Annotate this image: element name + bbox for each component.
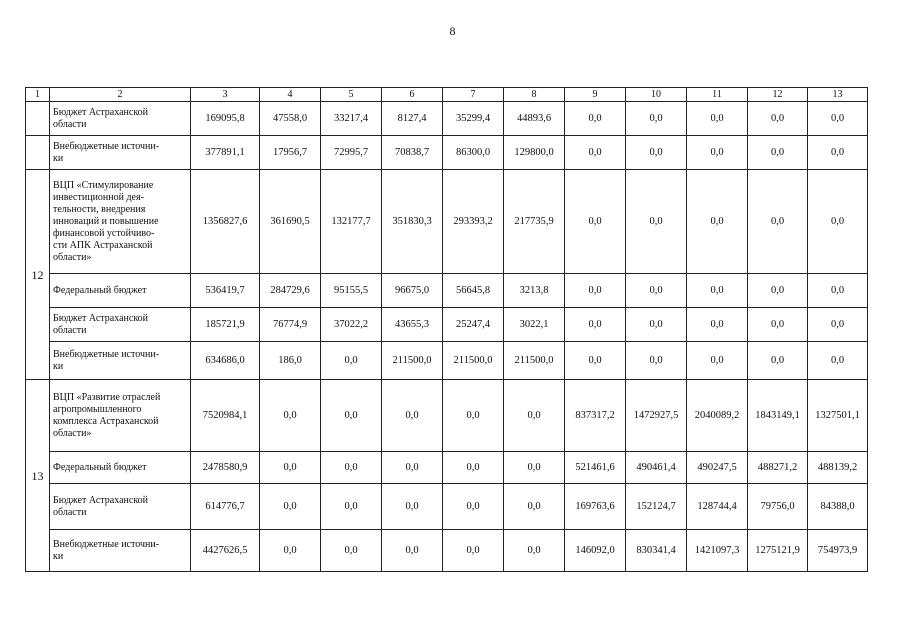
value-cell: 0,0 <box>626 342 687 380</box>
value-cell: 0,0 <box>808 274 868 308</box>
value-cell: 0,0 <box>443 530 504 572</box>
value-cell: 86300,0 <box>443 136 504 170</box>
table-row <box>26 530 868 572</box>
column-header: 8 <box>504 88 565 102</box>
table-row <box>26 170 868 274</box>
value-cell: 0,0 <box>565 342 626 380</box>
budget-table <box>25 87 868 572</box>
table-row <box>26 342 868 380</box>
column-header: 13 <box>808 88 868 102</box>
value-cell: 0,0 <box>382 484 443 530</box>
value-cell: 0,0 <box>443 380 504 452</box>
value-cell: 1421097,3 <box>687 530 748 572</box>
value-cell: 3022,1 <box>504 308 565 342</box>
value-cell: 0,0 <box>748 136 808 170</box>
value-cell: 7520984,1 <box>191 380 260 452</box>
table-row <box>26 380 868 452</box>
value-cell: 0,0 <box>504 380 565 452</box>
row-label: Внебюджетные источни- ки <box>50 530 191 572</box>
value-cell: 217735,9 <box>504 170 565 274</box>
value-cell: 0,0 <box>260 452 321 484</box>
value-cell: 129800,0 <box>504 136 565 170</box>
value-cell: 211500,0 <box>504 342 565 380</box>
value-cell: 0,0 <box>260 484 321 530</box>
column-header: 2 <box>50 88 191 102</box>
value-cell: 0,0 <box>626 170 687 274</box>
value-cell: 0,0 <box>565 136 626 170</box>
value-cell: 186,0 <box>260 342 321 380</box>
value-cell: 0,0 <box>321 484 382 530</box>
value-cell: 0,0 <box>260 380 321 452</box>
value-cell: 490461,4 <box>626 452 687 484</box>
value-cell: 0,0 <box>321 530 382 572</box>
value-cell: 0,0 <box>565 170 626 274</box>
value-cell: 152124,7 <box>626 484 687 530</box>
value-cell: 0,0 <box>504 530 565 572</box>
value-cell: 0,0 <box>321 342 382 380</box>
value-cell: 0,0 <box>382 380 443 452</box>
value-cell: 76774,9 <box>260 308 321 342</box>
row-number: 12 <box>26 170 50 380</box>
value-cell: 284729,6 <box>260 274 321 308</box>
value-cell: 0,0 <box>443 452 504 484</box>
value-cell: 0,0 <box>443 484 504 530</box>
value-cell: 169763,6 <box>565 484 626 530</box>
value-cell: 79756,0 <box>748 484 808 530</box>
value-cell: 4427626,5 <box>191 530 260 572</box>
value-cell: 0,0 <box>808 170 868 274</box>
row-label: ВЦП «Развитие отраслей агропромышленного комплекса Астраханской области» <box>50 380 191 452</box>
row-label: Бюджет Астраханской области <box>50 308 191 342</box>
value-cell: 0,0 <box>748 170 808 274</box>
value-cell: 634686,0 <box>191 342 260 380</box>
value-cell: 0,0 <box>626 136 687 170</box>
value-cell: 488139,2 <box>808 452 868 484</box>
table-row <box>26 452 868 484</box>
value-cell: 0,0 <box>565 308 626 342</box>
column-header: 5 <box>321 88 382 102</box>
row-label: Бюджет Астраханской области <box>50 102 191 136</box>
value-cell: 84388,0 <box>808 484 868 530</box>
row-label: Внебюджетные источни- ки <box>50 136 191 170</box>
value-cell: 17956,7 <box>260 136 321 170</box>
value-cell: 33217,4 <box>321 102 382 136</box>
value-cell: 96675,0 <box>382 274 443 308</box>
row-number-cell <box>26 136 50 170</box>
value-cell: 490247,5 <box>687 452 748 484</box>
value-cell: 47558,0 <box>260 102 321 136</box>
value-cell: 0,0 <box>382 452 443 484</box>
value-cell: 0,0 <box>748 308 808 342</box>
column-header: 3 <box>191 88 260 102</box>
value-cell: 35299,4 <box>443 102 504 136</box>
value-cell: 0,0 <box>748 274 808 308</box>
row-number-cell <box>26 102 50 136</box>
row-label: Федеральный бюджет <box>50 274 191 308</box>
row-number: 13 <box>26 380 50 572</box>
value-cell: 146092,0 <box>565 530 626 572</box>
value-cell: 0,0 <box>748 342 808 380</box>
value-cell: 0,0 <box>626 274 687 308</box>
value-cell: 1472927,5 <box>626 380 687 452</box>
value-cell: 0,0 <box>687 170 748 274</box>
column-header: 9 <box>565 88 626 102</box>
value-cell: 44893,6 <box>504 102 565 136</box>
table-row <box>26 136 868 170</box>
value-cell: 293393,2 <box>443 170 504 274</box>
column-header: 4 <box>260 88 321 102</box>
value-cell: 8127,4 <box>382 102 443 136</box>
value-cell: 0,0 <box>321 452 382 484</box>
value-cell: 169095,8 <box>191 102 260 136</box>
value-cell: 70838,7 <box>382 136 443 170</box>
value-cell: 0,0 <box>626 308 687 342</box>
value-cell: 56645,8 <box>443 274 504 308</box>
value-cell: 0,0 <box>565 274 626 308</box>
value-cell: 0,0 <box>687 308 748 342</box>
value-cell: 185721,9 <box>191 308 260 342</box>
column-header: 10 <box>626 88 687 102</box>
value-cell: 25247,4 <box>443 308 504 342</box>
row-label: Внебюджетные источни- ки <box>50 342 191 380</box>
value-cell: 521461,6 <box>565 452 626 484</box>
column-header: 7 <box>443 88 504 102</box>
value-cell: 0,0 <box>687 274 748 308</box>
value-cell: 0,0 <box>626 102 687 136</box>
value-cell: 0,0 <box>748 102 808 136</box>
value-cell: 0,0 <box>504 484 565 530</box>
value-cell: 614776,7 <box>191 484 260 530</box>
value-cell: 837317,2 <box>565 380 626 452</box>
value-cell: 211500,0 <box>443 342 504 380</box>
value-cell: 351830,3 <box>382 170 443 274</box>
value-cell: 128744,4 <box>687 484 748 530</box>
value-cell: 3213,8 <box>504 274 565 308</box>
value-cell: 0,0 <box>382 530 443 572</box>
value-cell: 377891,1 <box>191 136 260 170</box>
column-header: 12 <box>748 88 808 102</box>
value-cell: 1843149,1 <box>748 380 808 452</box>
value-cell: 1327501,1 <box>808 380 868 452</box>
value-cell: 361690,5 <box>260 170 321 274</box>
table-row <box>26 102 868 136</box>
value-cell: 488271,2 <box>748 452 808 484</box>
page-number: 8 <box>449 24 456 38</box>
value-cell: 1275121,9 <box>748 530 808 572</box>
row-label: Федеральный бюджет <box>50 452 191 484</box>
column-header: 6 <box>382 88 443 102</box>
value-cell: 0,0 <box>321 380 382 452</box>
value-cell: 1356827,6 <box>191 170 260 274</box>
value-cell: 0,0 <box>808 136 868 170</box>
column-header: 11 <box>687 88 748 102</box>
table-row <box>26 274 868 308</box>
value-cell: 43655,3 <box>382 308 443 342</box>
value-cell: 0,0 <box>808 308 868 342</box>
header-row <box>26 88 868 102</box>
value-cell: 0,0 <box>504 452 565 484</box>
table-row <box>26 308 868 342</box>
value-cell: 830341,4 <box>626 530 687 572</box>
value-cell: 132177,7 <box>321 170 382 274</box>
row-label: ВЦП «Стимулирование инвестиционной дея- тельности, внедрения инноваций и повышение финансовой устойчиво- сти АПК Астраханской области» <box>50 170 191 274</box>
value-cell: 95155,5 <box>321 274 382 308</box>
value-cell: 72995,7 <box>321 136 382 170</box>
value-cell: 2478580,9 <box>191 452 260 484</box>
table-row <box>26 484 868 530</box>
value-cell: 536419,7 <box>191 274 260 308</box>
column-header: 1 <box>26 88 50 102</box>
value-cell: 0,0 <box>687 102 748 136</box>
value-cell: 0,0 <box>808 342 868 380</box>
value-cell: 0,0 <box>260 530 321 572</box>
value-cell: 0,0 <box>687 342 748 380</box>
row-label: Бюджет Астраханской области <box>50 484 191 530</box>
value-cell: 2040089,2 <box>687 380 748 452</box>
value-cell: 754973,9 <box>808 530 868 572</box>
value-cell: 0,0 <box>808 102 868 136</box>
value-cell: 211500,0 <box>382 342 443 380</box>
value-cell: 0,0 <box>565 102 626 136</box>
value-cell: 37022,2 <box>321 308 382 342</box>
value-cell: 0,0 <box>687 136 748 170</box>
